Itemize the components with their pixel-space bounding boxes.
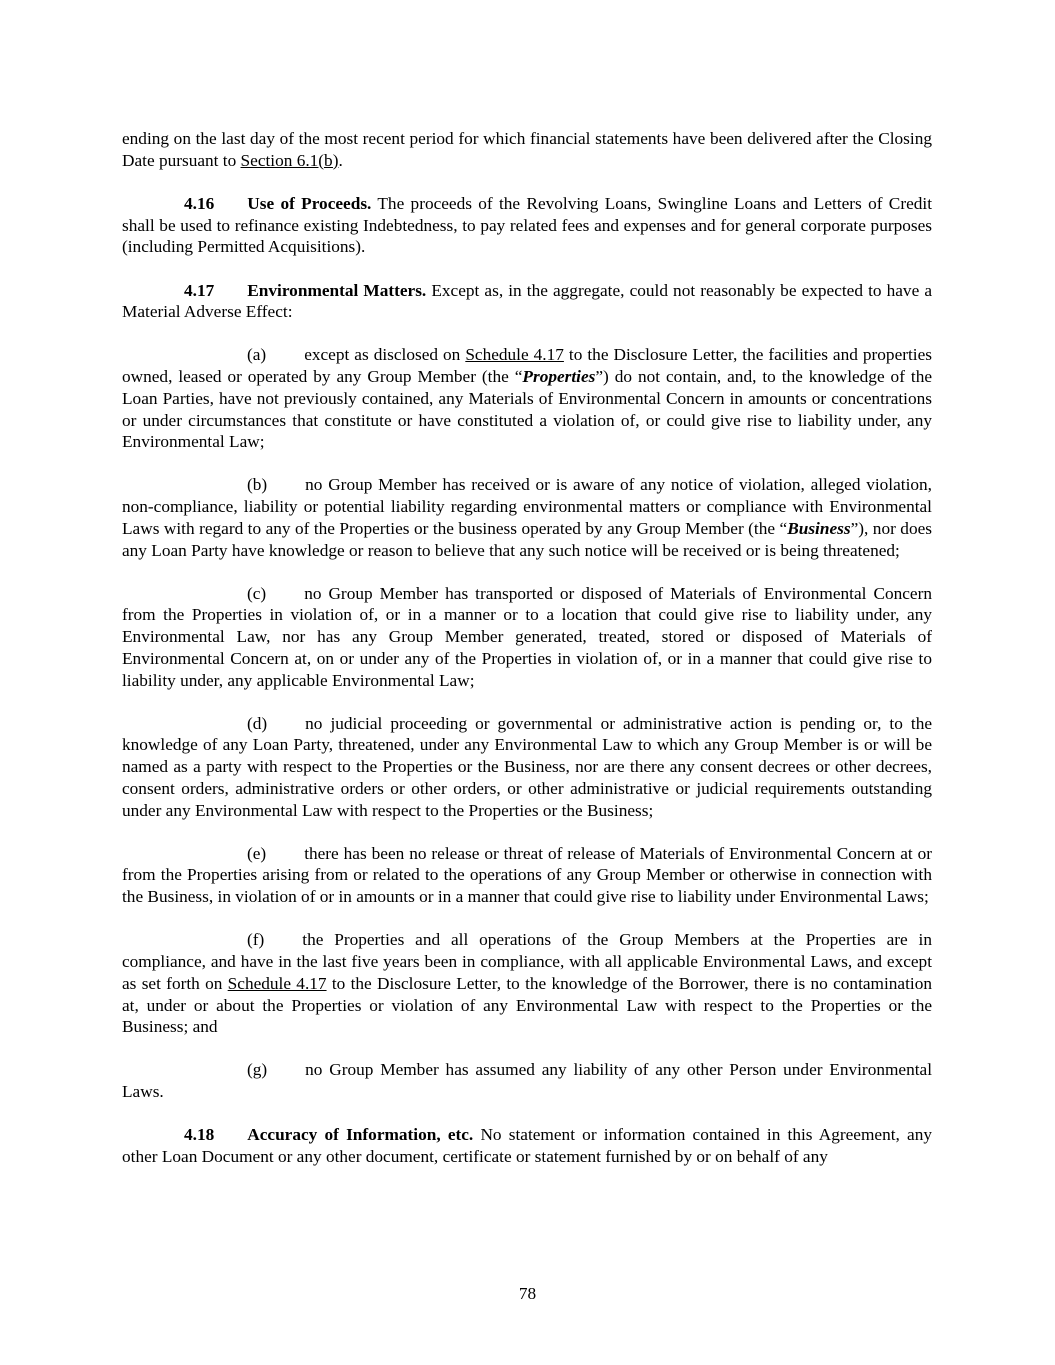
text-run: to the Disclosure Letter, to the knowledge of the Borrower, there is no contamination at, under or about the Properties or violation of any Environmental Law with respect to the Properties or the Business; and (122, 973, 932, 1037)
text-run: except as disclosed on (304, 345, 466, 365)
text-run: no Group Member has transported or disposed of Materials of Environmental Concern from the Properties in violation of, or in a manner or to a location that could give rise to liability under, any Environmental Law, nor has any Group Member generated, treated, stored or disposed of Materials of Environmental Concern at, on or under any of the Properties in violation of, or in a manner that could give rise to liability under, any applicable Environmental Law; (122, 583, 932, 690)
text-run: to the Disclosure Letter, the facilities and properties owned, leased or operated by any Group Member (the “ (122, 345, 932, 387)
section-title: Accuracy of Information, etc. (247, 1125, 474, 1145)
section-body: The proceeds of the Revolving Loans, Swingline Loans and Letters of Credit shall be used to refinance existing Indebtedness, to pay related fees and expenses and for general corporate purposes (including Permitted Acquisitions). (122, 193, 932, 257)
section-number: 4.18 (184, 1125, 215, 1145)
section-body: Except as, in the aggregate, could not reasonably be expected to have a Material Adverse Effect: (122, 280, 933, 322)
section-4-18 (122, 1124, 932, 1167)
clause-label: (e) (247, 843, 267, 863)
clause-label: (f) (247, 930, 265, 950)
clause-c (122, 583, 932, 692)
defined-term-business: Business (787, 518, 851, 538)
section-4-16 (122, 193, 932, 258)
page-footer (0, 1283, 1055, 1305)
text-run: ending on the last day of the most recent period for which financial statements have been delivered after the Closing Date pursuant to (122, 129, 932, 170)
clause-e (122, 843, 932, 908)
defined-term-properties: Properties (522, 367, 596, 387)
section-title: Environmental Matters. (247, 280, 427, 300)
section-number: 4.16 (184, 193, 215, 213)
clause-b (122, 474, 932, 561)
text-run: the Properties and all operations of the Group Members at the Properties are in compliance, and have in the last five years been in compliance, with all applicable Environmental Laws, and except as set forth on (122, 930, 932, 993)
text-run: no Group Member has assumed any liability of any other Person under Environmental Laws. (122, 1060, 932, 1102)
text-run: . (338, 150, 343, 170)
paragraph-continuation (122, 128, 932, 171)
clause-label: (c) (247, 583, 267, 603)
clause-g (122, 1059, 932, 1102)
document-body (122, 128, 932, 1168)
clause-label: (b) (247, 475, 268, 495)
section-4-17 (122, 280, 932, 323)
clause-label: (d) (247, 713, 268, 733)
schedule-reference: Schedule 4.17 (465, 345, 564, 365)
section-reference: Section 6.1(b) (240, 150, 339, 170)
clause-label: (a) (247, 345, 267, 365)
clause-a (122, 344, 932, 453)
text-run: there has been no release or threat of release of Materials of Environmental Concern at or from the Properties arising from or related to the operations of any Group Member or otherwise in connection with the Business, in violation of or in amounts or in a manner that could give rise to liability under Environmental Laws; (122, 843, 932, 907)
section-title: Use of Proceeds. (247, 193, 372, 213)
text-run: ”), nor does any Loan Party have knowledge or reason to believe that any such notice will be received or is being threatened; (122, 518, 932, 560)
text-run: no judicial proceeding or governmental or administrative action is pending or, to the knowledge of any Loan Party, threatened, under any Environmental Law to which any Group Member is or will be named as a party with respect to the Properties or the Business, nor are there any consent decrees or other decrees, consent orders, administrative orders or other orders, or other administrative or judicial requirements outstanding under any Environmental Law with respect to the Properties or the Business; (122, 713, 932, 820)
section-body: No statement or information contained in this Agreement, any other Loan Document or any other document, certificate or statement furnished by or on behalf of any (122, 1125, 932, 1167)
clause-d (122, 713, 932, 822)
schedule-reference: Schedule 4.17 (227, 973, 327, 993)
clause-f (122, 929, 932, 1038)
clause-label: (g) (247, 1060, 268, 1080)
section-number: 4.17 (184, 280, 215, 300)
text-run: no Group Member has received or is aware of any notice of violation, alleged violation, non-compliance, liability or potential liability regarding environmental matters or compliance with Environmental Laws with regard to any of the Properties or the business operated by any Group Member (the “ (122, 475, 932, 538)
page-number: 78 (518, 1284, 537, 1304)
text-run: ”) do not contain, and, to the knowledge of the Loan Parties, have not previously contained, any Materials of Environmental Concern in amounts or concentrations or under circumstances that constitute or have constituted a violation of, or could give rise to liability under, any Environmental Law; (122, 367, 933, 452)
